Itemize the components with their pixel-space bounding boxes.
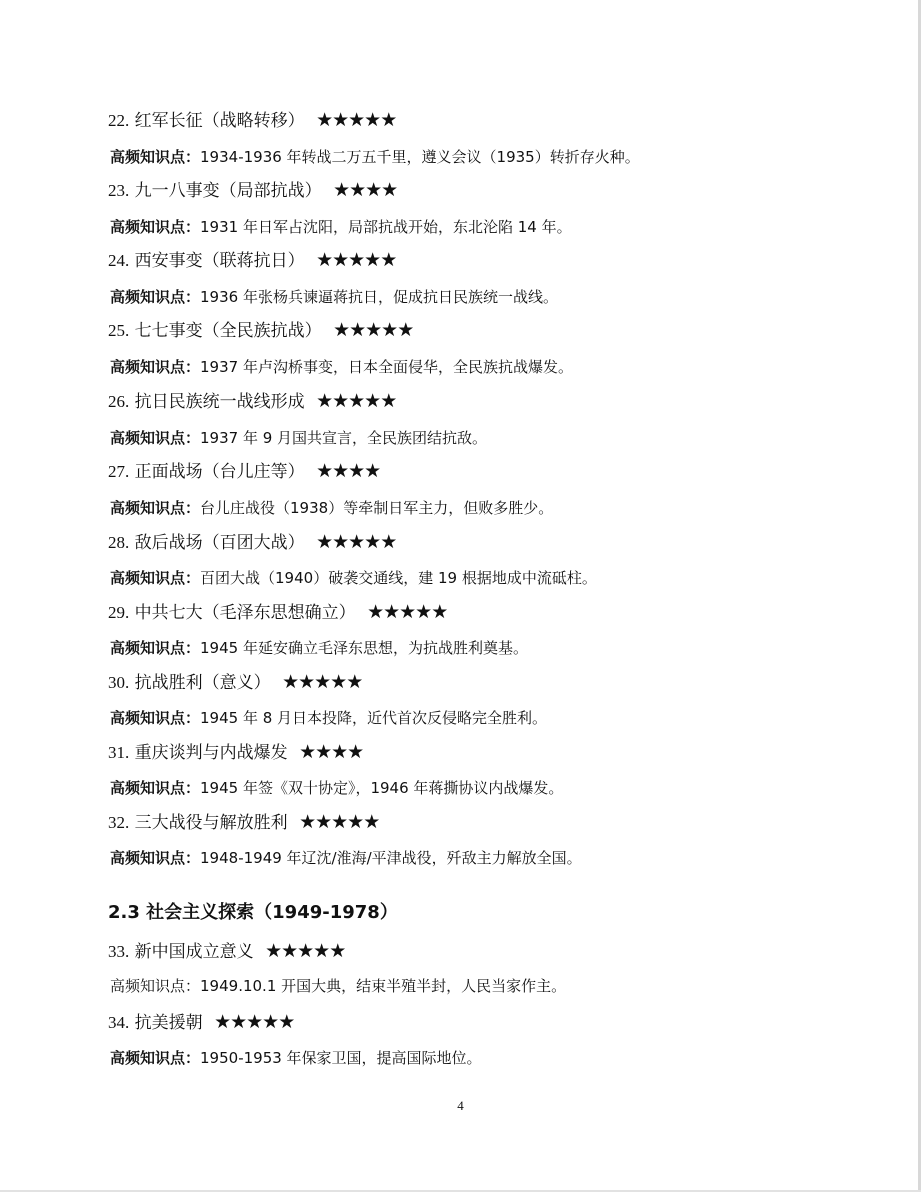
star-rating: ★★★★★ [316, 109, 397, 131]
item-title [108, 248, 396, 272]
knowledge-text: 1948-1949 年辽沈/淮海/平津战役，歼敌主力解放全国。 [200, 849, 582, 867]
knowledge-text: 1931 年日军占沈阳，局部抗战开始，东北沦陷 14 年。 [200, 218, 572, 236]
knowledge-label: 高频知识点： [110, 639, 201, 657]
item-desc [110, 566, 597, 590]
knowledge-text: 1945 年 8 月日本投降，近代首次反侵略完全胜利。 [200, 709, 548, 727]
section-heading: 2.3 社会主义探索（1949-1978） [108, 902, 398, 923]
star-rating: ★★★★★ [333, 319, 414, 341]
knowledge-text: 1949.10.1 开国大典，结束半殖半封，人民当家作主。 [200, 977, 567, 995]
star-rating: ★★★★★ [316, 390, 397, 412]
item-title-text: 正面战场（台儿庄等） [134, 462, 305, 482]
item-title [108, 810, 379, 834]
item-number: 33. [108, 942, 130, 961]
item-desc [110, 285, 558, 309]
item-number: 22. [108, 111, 130, 130]
knowledge-text: 百团大战（1940）破袭交通线，建 19 根据地成中流砥柱。 [200, 569, 597, 587]
star-rating: ★★★★★ [316, 249, 397, 271]
item-number: 24. [108, 251, 130, 270]
item-title-text: 九一八事变（局部抗战） [134, 181, 322, 201]
item-desc [110, 426, 487, 450]
item-number: 28. [108, 533, 130, 552]
item-desc [110, 215, 572, 239]
knowledge-label: 高频知识点： [110, 358, 201, 376]
item-title [108, 1010, 294, 1034]
knowledge-label: 高频知识点： [110, 977, 201, 995]
page-number: 4 [457, 1098, 464, 1113]
knowledge-label: 高频知识点： [110, 1049, 201, 1067]
star-rating: ★★★★★ [316, 531, 397, 553]
knowledge-label: 高频知识点： [110, 849, 201, 867]
knowledge-label: 高频知识点： [110, 499, 201, 517]
item-title-text: 红军长征（战略转移） [134, 111, 305, 131]
knowledge-label: 高频知识点： [110, 288, 201, 306]
item-desc [110, 974, 566, 998]
item-title [108, 178, 397, 202]
item-number: 23. [108, 181, 130, 200]
knowledge-text: 1945 年延安确立毛泽东思想，为抗战胜利奠基。 [200, 639, 528, 657]
knowledge-label: 高频知识点： [110, 709, 201, 727]
item-title [108, 108, 396, 132]
knowledge-text: 1934-1936 年转战二万五千里，遵义会议（1935）转折存火种。 [200, 148, 640, 166]
item-number: 32. [108, 813, 130, 832]
star-rating: ★★★★★ [265, 940, 346, 962]
item-title-text: 抗战胜利（意义） [134, 673, 271, 693]
item-title-text: 三大战役与解放胜利 [134, 813, 288, 833]
item-title [108, 459, 380, 483]
item-number: 25. [108, 321, 130, 340]
item-number: 26. [108, 392, 130, 411]
star-rating: ★★★★★ [299, 811, 380, 833]
item-title [108, 740, 363, 764]
knowledge-label: 高频知识点： [110, 218, 201, 236]
star-rating: ★★★★ [316, 460, 381, 482]
knowledge-label: 高频知识点： [110, 429, 201, 447]
item-desc [110, 706, 547, 730]
star-rating: ★★★★ [299, 741, 364, 763]
item-number: 27. [108, 462, 130, 481]
item-title-text: 抗美援朝 [134, 1013, 203, 1033]
item-desc [110, 496, 553, 520]
star-rating: ★★★★ [333, 179, 398, 201]
item-title-text: 中共七大（毛泽东思想确立） [134, 603, 356, 623]
knowledge-text: 1945 年签《双十协定》，1946 年蒋撕协议内战爆发。 [200, 779, 564, 797]
item-title [108, 318, 413, 342]
item-title [108, 389, 396, 413]
star-rating: ★★★★★ [214, 1011, 295, 1033]
knowledge-text: 1950-1953 年保家卫国，提高国际地位。 [200, 1049, 482, 1067]
item-number: 29. [108, 603, 130, 622]
knowledge-label: 高频知识点： [110, 569, 201, 587]
item-title [108, 600, 447, 624]
item-number: 31. [108, 743, 130, 762]
knowledge-text: 台儿庄战役（1938）等牵制日军主力，但败多胜少。 [200, 499, 554, 517]
item-title-text: 西安事变（联蒋抗日） [134, 251, 305, 271]
item-title-text: 重庆谈判与内战爆发 [134, 743, 288, 763]
item-title [108, 670, 362, 694]
knowledge-text: 1936 年张杨兵谏逼蒋抗日，促成抗日民族统一战线。 [200, 288, 558, 306]
item-title-text: 抗日民族统一战线形成 [134, 392, 305, 412]
knowledge-label: 高频知识点： [110, 779, 201, 797]
item-title-text: 七七事变（全民族抗战） [134, 321, 322, 341]
item-title [108, 939, 345, 963]
knowledge-label: 高频知识点： [110, 148, 201, 166]
item-desc [110, 636, 528, 660]
item-desc [110, 846, 582, 870]
item-number: 30. [108, 673, 130, 692]
item-desc [110, 355, 573, 379]
item-title-text: 新中国成立意义 [134, 942, 254, 962]
item-title [108, 530, 396, 554]
item-desc [110, 145, 640, 169]
item-number: 34. [108, 1013, 130, 1032]
item-desc [110, 776, 563, 800]
star-rating: ★★★★★ [367, 601, 448, 623]
knowledge-text: 1937 年 9 月国共宣言，全民族团结抗敌。 [200, 429, 488, 447]
item-desc [110, 1046, 482, 1070]
item-title-text: 敌后战场（百团大战） [134, 533, 305, 553]
star-rating: ★★★★★ [282, 671, 363, 693]
knowledge-text: 1937 年卢沟桥事变，日本全面侵华，全民族抗战爆发。 [200, 358, 573, 376]
